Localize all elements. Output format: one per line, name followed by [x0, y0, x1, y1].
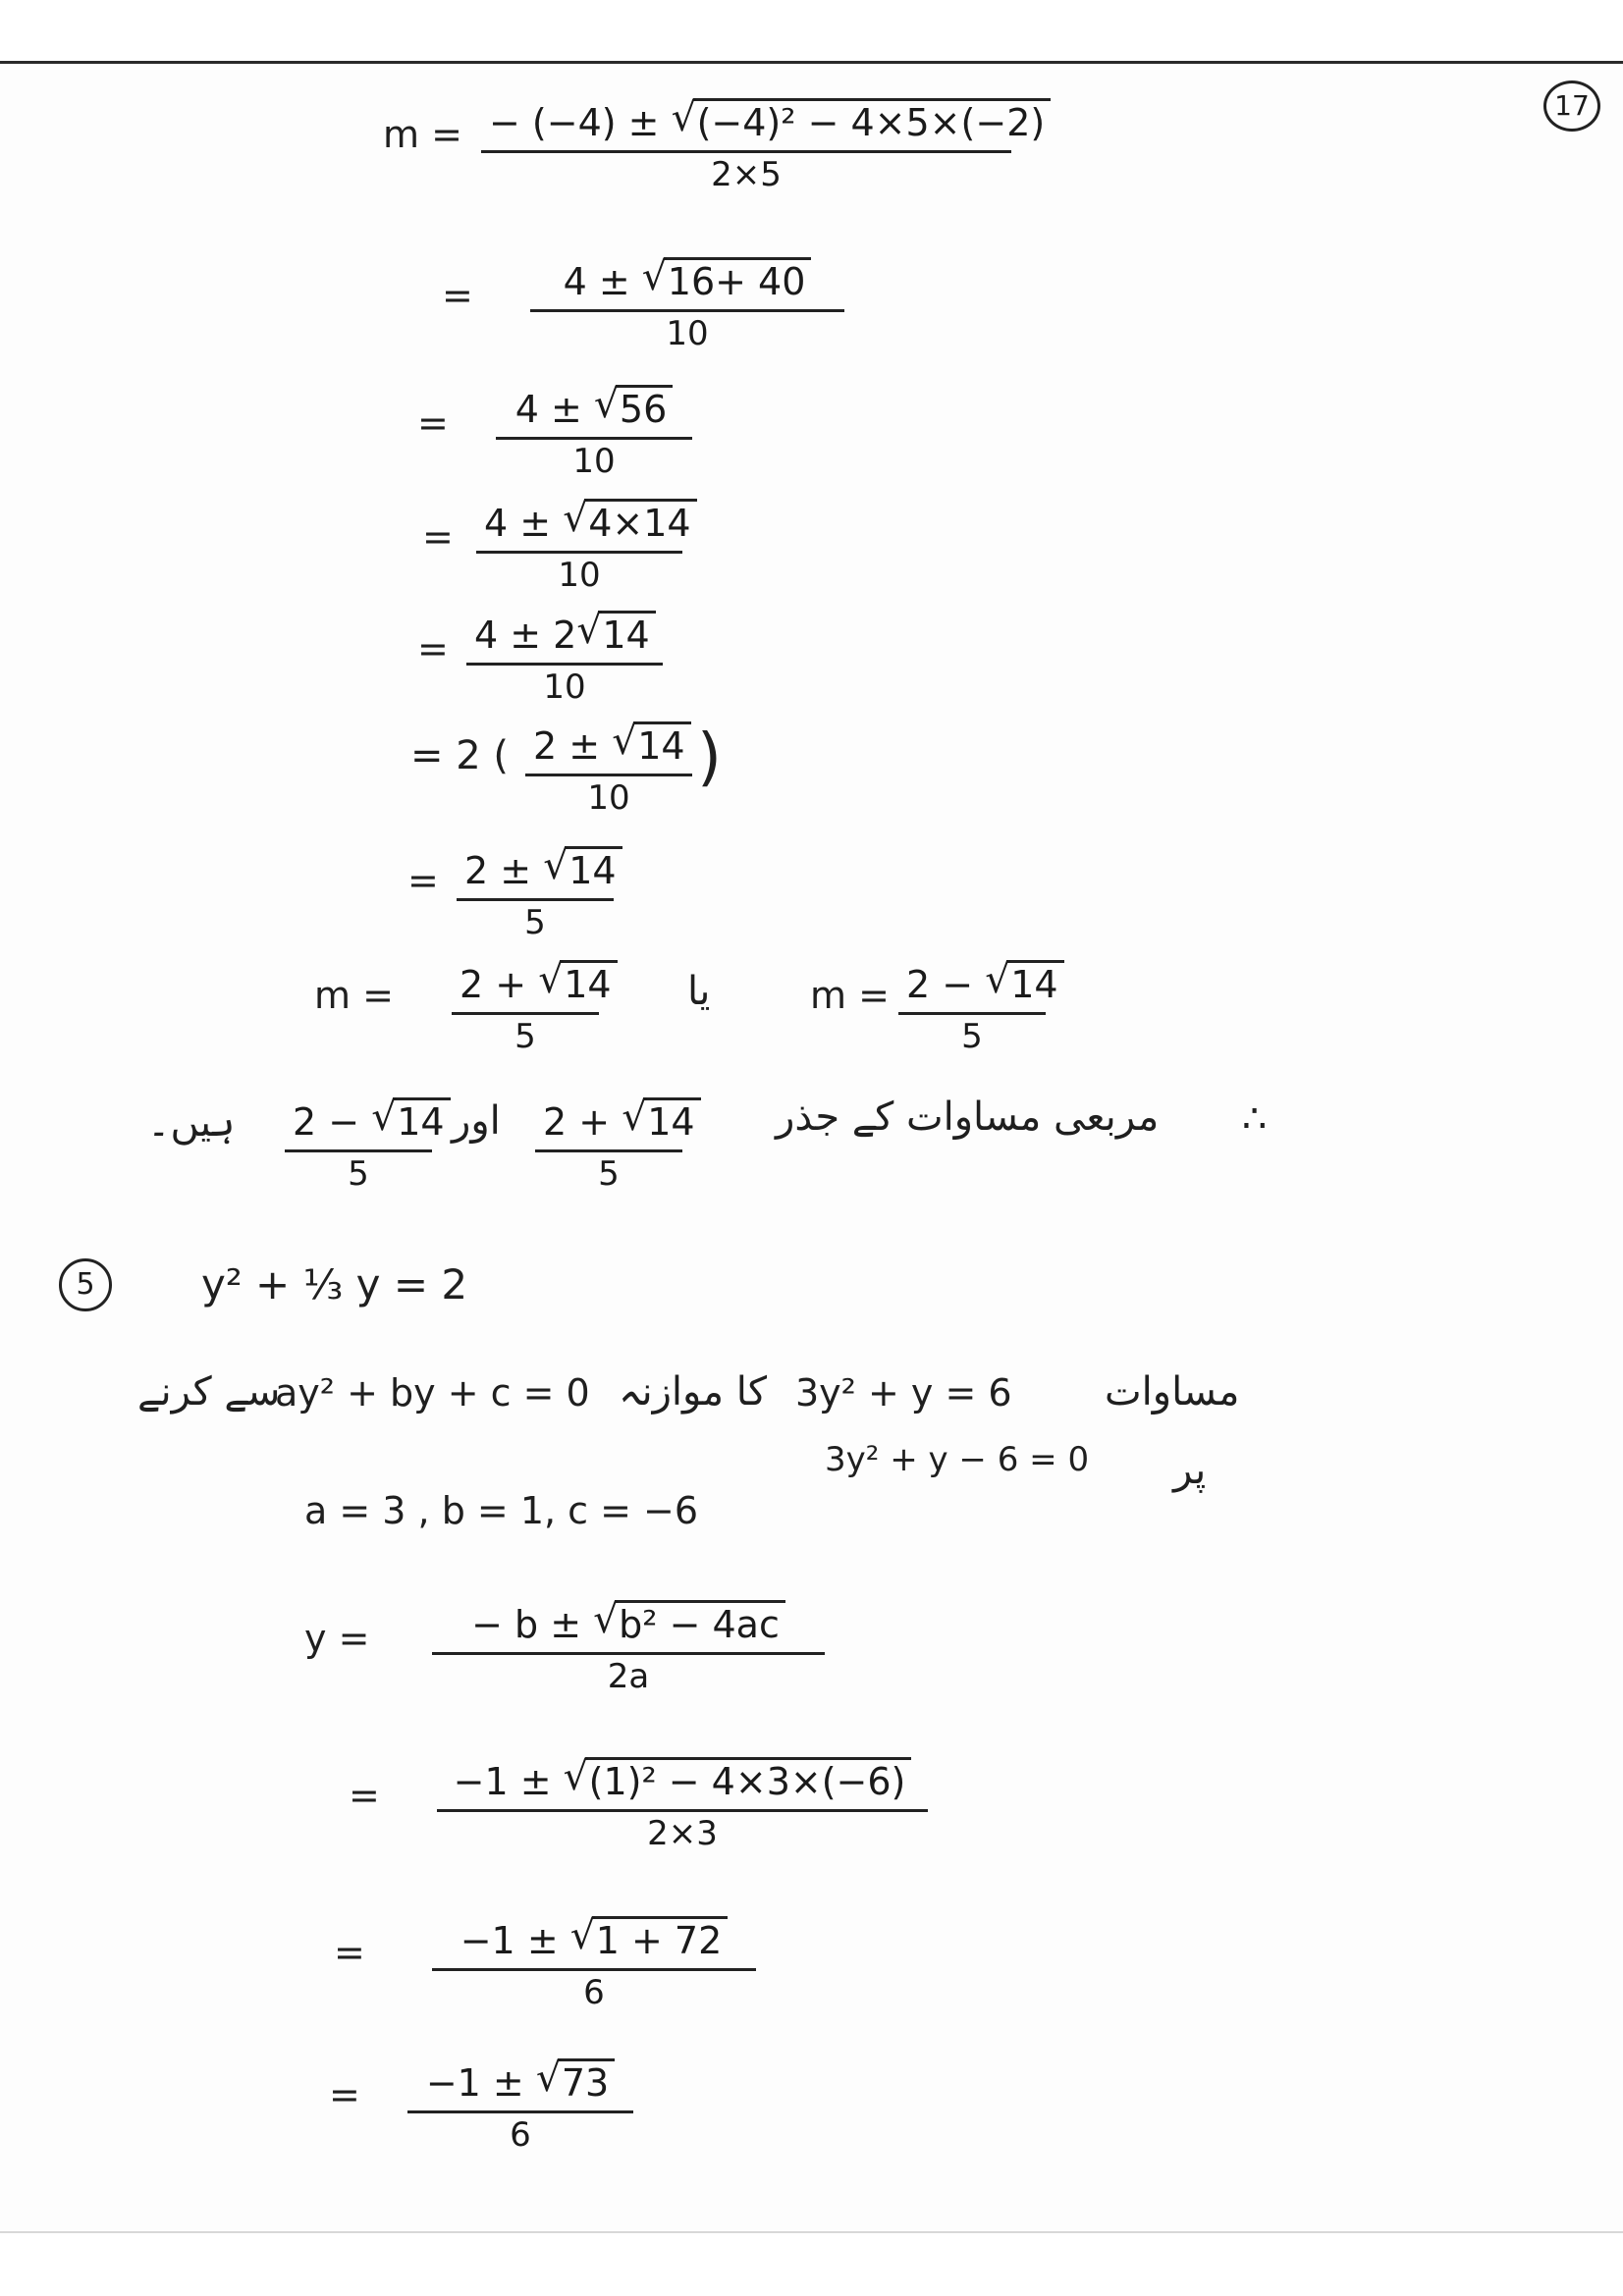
step2-denominator: 10	[666, 313, 709, 353]
fraction-bar	[407, 2110, 633, 2113]
step1-radicand: (−4)² − 4×5×(−2)	[693, 98, 1052, 144]
sqrt-symbol	[543, 846, 622, 892]
conclusion-and: اور	[452, 1098, 501, 1144]
fraction-bar	[481, 150, 1011, 153]
root2-radicand: 14	[1006, 960, 1063, 1006]
fraction-bar	[452, 1012, 599, 1015]
sub2-eq: =	[334, 1931, 365, 1974]
standard-equation: 3y² + y = 6	[795, 1371, 1012, 1415]
step2-eq: =	[442, 274, 473, 317]
step6-eq: = 2 (	[410, 733, 509, 778]
formula-num-prefix: − b ±	[471, 1603, 594, 1646]
sub2-radicand: 1 + 72	[592, 1916, 729, 1962]
fraction-bar	[437, 1809, 928, 1812]
sub2-denominator: 6	[583, 1972, 605, 2012]
sqrt-symbol	[594, 385, 673, 431]
urdu-with-word: سے کرنے	[137, 1369, 281, 1415]
step2-fraction	[530, 257, 844, 352]
step6-fraction	[525, 721, 692, 817]
step5-num-prefix: 4 ± 2	[474, 614, 577, 657]
sub1-radicand: (1)² − 4×3×(−6)	[585, 1757, 912, 1803]
step6-radicand: 14	[633, 721, 690, 768]
root2-num-prefix: 2 −	[906, 963, 986, 1006]
fraction-bar	[535, 1149, 682, 1152]
sub3-radicand: 73	[558, 2058, 615, 2105]
sub1-num-prefix: −1 ±	[453, 1760, 564, 1803]
step1-lhs: m =	[383, 113, 462, 156]
fraction-bar	[525, 774, 692, 776]
step7-radicand: 14	[565, 846, 622, 892]
fraction-bar	[496, 437, 692, 440]
step2-num-prefix: 4 ±	[563, 260, 642, 303]
sqrt-symbol	[576, 611, 655, 657]
step4-eq: =	[422, 515, 454, 559]
step6-num-prefix: 2 ±	[533, 724, 613, 768]
sub1-fraction	[437, 1757, 928, 1852]
step1-num-prefix: − (−4) ±	[489, 101, 672, 144]
root1-denominator: 5	[514, 1016, 536, 1056]
fraction-bar	[432, 1652, 825, 1655]
conclusion-root-b	[285, 1097, 445, 1194]
sub3-fraction	[407, 2058, 633, 2154]
conclusion-text-roots: مربعی مساوات کے جذر	[776, 1095, 1160, 1140]
formula-denominator: 2a	[607, 1656, 650, 1696]
root1-lhs: m =	[314, 974, 394, 1017]
sub3-denominator: 6	[510, 2114, 531, 2155]
step6-close-paren: )	[697, 721, 722, 794]
conclusion-b-prefix: 2 −	[293, 1100, 372, 1144]
sqrt-symbol	[564, 1757, 912, 1803]
zero-form-equation: 3y² + y − 6 = 0	[825, 1440, 1090, 1479]
step5-eq: =	[417, 627, 449, 670]
sqrt-symbol	[612, 721, 690, 768]
sqrt-symbol	[642, 257, 812, 303]
formula-radicand: b² − 4ac	[615, 1600, 785, 1646]
step2-radicand: 16+ 40	[664, 257, 812, 303]
urdu-equation-word: مساوات	[1105, 1369, 1240, 1415]
fraction-bar	[898, 1012, 1046, 1015]
conclusion-a-radicand: 14	[643, 1097, 700, 1144]
step3-radicand: 56	[616, 385, 673, 431]
step3-fraction	[496, 385, 692, 480]
urdu-on-word: پر	[1173, 1448, 1207, 1493]
step7-eq: =	[407, 859, 439, 902]
root1-num-prefix: 2 +	[460, 963, 539, 1006]
sqrt-symbol	[371, 1097, 450, 1144]
sub1-eq: =	[349, 1774, 380, 1817]
fraction-bar	[466, 663, 663, 666]
sqrt-symbol	[538, 960, 617, 1006]
root1-radicand: 14	[560, 960, 617, 1006]
step3-denominator: 10	[572, 441, 616, 481]
step6-denominator: 10	[587, 777, 630, 818]
sqrt-symbol	[563, 499, 696, 545]
sqrt-symbol	[570, 1916, 729, 1962]
fraction-bar	[285, 1149, 432, 1152]
formula-lhs: y =	[304, 1617, 370, 1660]
sub1-denominator: 2×3	[647, 1813, 718, 1853]
sqrt-symbol	[622, 1097, 700, 1144]
coefficients: a = 3 , b = 1, c = −6	[304, 1489, 699, 1532]
conclusion-a-denominator: 5	[598, 1153, 620, 1194]
step1-denominator: 2×5	[711, 154, 782, 194]
step3-eq: =	[417, 401, 449, 445]
fraction-bar	[476, 551, 682, 554]
sqrt-symbol	[593, 1600, 785, 1646]
formula-fraction	[432, 1600, 825, 1695]
sqrt-symbol	[536, 2058, 615, 2105]
roots-connector: یا	[687, 969, 711, 1014]
page-number: 17	[1543, 80, 1600, 132]
root2-fraction	[898, 960, 1058, 1056]
fraction-bar	[530, 309, 844, 312]
step3-num-prefix: 4 ±	[514, 388, 594, 431]
page-top-edge	[0, 0, 1623, 64]
step5-radicand: 14	[598, 611, 655, 657]
sqrt-symbol	[672, 98, 1052, 144]
root2-denominator: 5	[961, 1016, 983, 1056]
sqrt-symbol	[985, 960, 1063, 1006]
step7-num-prefix: 2 ±	[464, 849, 544, 892]
sub3-eq: =	[329, 2073, 360, 2116]
conclusion-b-radicand: 14	[393, 1097, 450, 1144]
sub2-num-prefix: −1 ±	[460, 1919, 570, 1962]
urdu-compare-word: کا موازنہ	[619, 1369, 768, 1415]
conclusion-root-a	[535, 1097, 695, 1194]
conclusion-b-denominator: 5	[348, 1153, 369, 1194]
page-bottom-edge	[0, 2231, 1623, 2296]
question-number-badge: 5	[59, 1258, 112, 1311]
sub3-num-prefix: −1 ±	[425, 2061, 536, 2105]
root1-fraction	[452, 960, 612, 1056]
step7-denominator: 5	[524, 902, 546, 942]
step7-fraction	[457, 846, 617, 942]
problem-equation: y² + ⅓ y = 2	[201, 1260, 468, 1308]
step4-fraction	[476, 499, 691, 595]
conclusion-are: ہیں۔	[147, 1100, 236, 1146]
step1-fraction	[481, 98, 1046, 194]
root2-lhs: m =	[810, 974, 890, 1017]
step4-num-prefix: 4 ±	[484, 502, 564, 545]
sub2-fraction	[432, 1916, 756, 2011]
conclusion-a-prefix: 2 +	[543, 1100, 622, 1144]
step5-denominator: 10	[543, 667, 586, 707]
general-equation: ay² + by + c = 0	[275, 1371, 590, 1415]
step4-radicand: 4×14	[584, 499, 696, 545]
fraction-bar	[432, 1968, 756, 1971]
therefore-symbol: ∴	[1242, 1096, 1268, 1142]
step5-fraction	[466, 611, 663, 706]
fraction-bar	[457, 898, 614, 901]
step4-denominator: 10	[558, 555, 601, 595]
